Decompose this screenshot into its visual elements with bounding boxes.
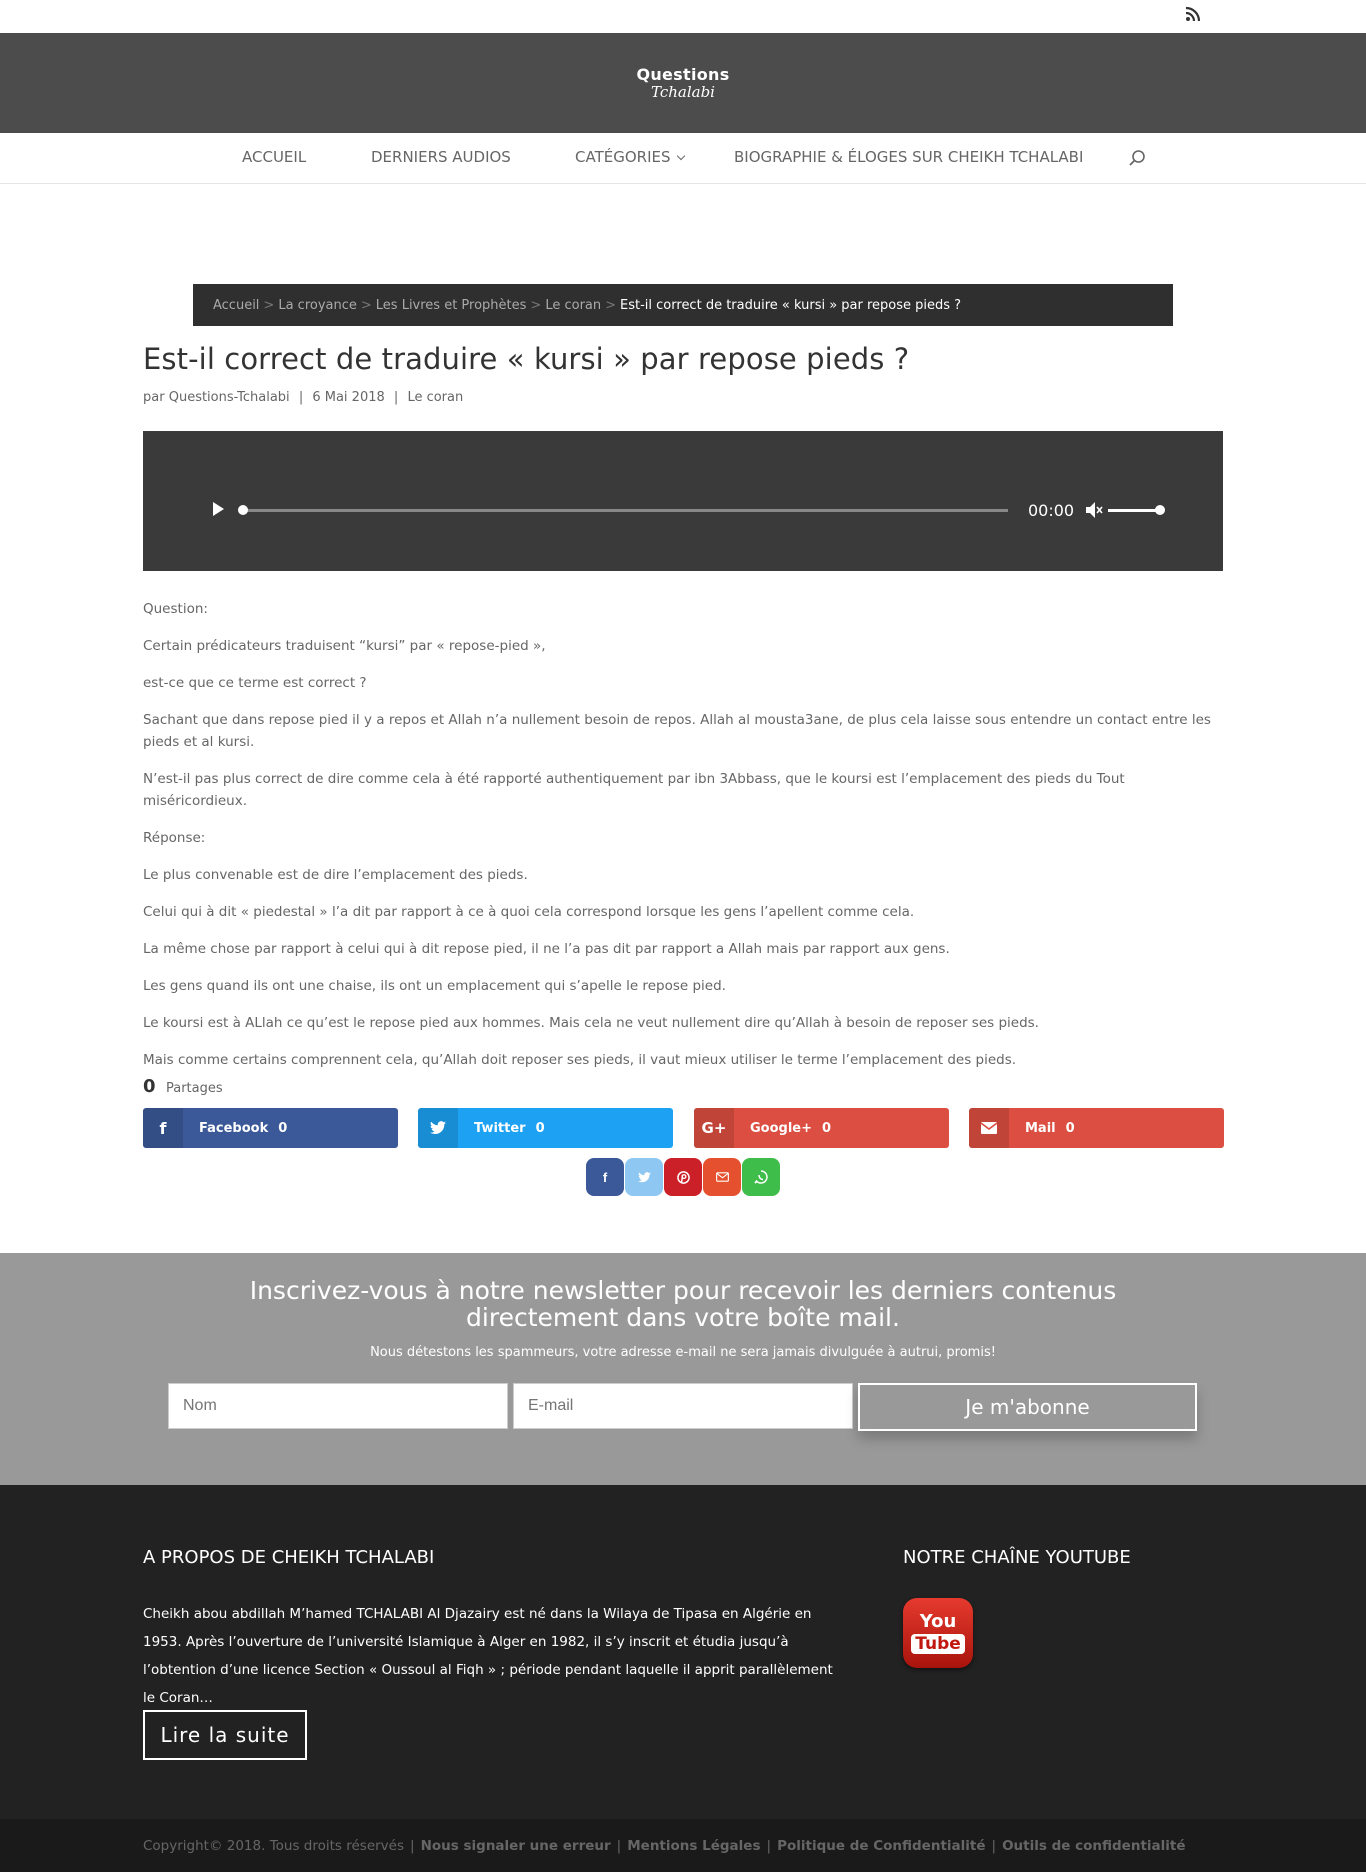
youtube-logo-you: You (919, 1611, 957, 1632)
site-footer (0, 1485, 1366, 1819)
meta-separator: | (393, 390, 399, 405)
article-paragraph: Certain prédicateurs traduisent “kursi” par « repose-pied », (143, 638, 546, 654)
audio-player (143, 431, 1223, 571)
share-facebook-button[interactable] (143, 1108, 398, 1148)
volume-mute-icon[interactable] (1085, 501, 1103, 519)
article-paragraph: Sachant que dans repose pied il y a repos et Allah n’a nullement besoin de repos. Allah al mousta3ane, de plus cela laisse sous entendre un contact entre les pieds et al kursi. (143, 712, 1211, 750)
article-paragraph: Le koursi est à ALlah ce qu’est le repose pied aux hommes. Mais cela ne veut nullement dire qu’Allah à besoin de reposer ses pieds. (143, 1015, 1039, 1031)
share-google-plus-count: 0 (822, 1120, 832, 1136)
link-privacy-tools[interactable]: Outils de confidentialité (1002, 1837, 1186, 1854)
twitter-icon (418, 1108, 458, 1148)
page-title: Est-il correct de traduire « kursi » par repose pieds ? (143, 342, 910, 376)
subscribe-button[interactable]: Je m'abonne (858, 1383, 1197, 1431)
play-icon[interactable] (213, 502, 224, 516)
youtube-icon[interactable] (903, 1598, 973, 1668)
article-paragraph: Mais comme certains comprennent cela, qu’Allah doit reposer ses pieds, il vaut mieux utiliser le terme l’emplacement des pieds. (143, 1052, 1017, 1068)
article-paragraph: Les gens quand ils ont une chaise, ils ont un emplacement qui s’apelle le repose pied. (143, 978, 726, 994)
share-facebook-count: 0 (278, 1120, 288, 1136)
breadcrumb-link-la-croyance[interactable]: La croyance (278, 297, 357, 313)
volume-handle[interactable] (1155, 505, 1165, 515)
article-paragraph: Réponse: (143, 830, 206, 846)
mini-share-facebook[interactable] (586, 1158, 624, 1196)
author-prefix: par (143, 390, 165, 405)
main-nav (0, 133, 1366, 184)
newsletter-subtitle: Nous détestons les spammeurs, votre adresse e-mail ne sera jamais divulguée à autrui, promis! (370, 1345, 996, 1360)
mini-share-pinterest[interactable] (664, 1158, 702, 1196)
site-logo-script[interactable]: Tchalabi (651, 83, 715, 101)
footer-about-text: Cheikh abou abdillah M’hamed TCHALABI Al Djazairy est né dans la Wilaya de Tipasa en Algérie en 1953. Après l’ouverture de l’université Islamique à Alger en 1982, il s’y inscrit et étudia jusqu’à l’obtention d’une licence Section « Oussoul al Fiqh » ; période pendant laquelle il apprit parallèlement le Coran… (143, 1606, 833, 1706)
link-privacy-policy[interactable]: Politique de Confidentialité (777, 1837, 986, 1854)
nav-item-categories-label: CATÉGORIES (575, 148, 671, 166)
newsletter-name-input[interactable] (168, 1383, 508, 1429)
newsletter-email-input[interactable] (513, 1383, 853, 1429)
nav-item-biographie[interactable]: BIOGRAPHIE & ÉLOGES SUR CHEIKH TCHALABI (734, 148, 1084, 166)
share-total-count: 0 (143, 1076, 156, 1097)
breadcrumb-link-accueil[interactable]: Accueil (213, 297, 260, 313)
top-bar (0, 0, 1366, 33)
post-meta (143, 390, 463, 405)
article-paragraph: Question: (143, 601, 208, 617)
share-google-plus-button[interactable] (694, 1108, 949, 1148)
volume-slider[interactable] (1108, 509, 1160, 512)
breadcrumb-separator: > (605, 297, 617, 313)
breadcrumb-separator: > (530, 297, 542, 313)
bottom-separator: | (766, 1837, 772, 1854)
search-icon[interactable] (1128, 149, 1146, 167)
link-mentions-legales[interactable]: Mentions Légales (627, 1837, 761, 1854)
site-logo[interactable]: Questions (636, 65, 730, 84)
newsletter-title: Inscrivez-vous à notre newsletter pour recevoir les derniers contenus directement dans votre boîte mail. (249, 1276, 1117, 1332)
chevron-down-icon (676, 152, 684, 160)
share-google-plus-label: Google+ (750, 1120, 813, 1136)
breadcrumb (193, 284, 1173, 326)
mini-share-whatsapp[interactable] (742, 1158, 780, 1196)
category-link[interactable]: Le coran (407, 390, 464, 405)
footer-about-title: A PROPOS DE CHEIKH TCHALABI (143, 1547, 435, 1568)
site-header (0, 33, 1366, 133)
mail-icon (716, 1172, 729, 1182)
pinterest-icon (677, 1171, 690, 1184)
read-more-button[interactable]: Lire la suite (143, 1710, 307, 1760)
nav-item-categories[interactable] (575, 148, 684, 166)
article-paragraph: est-ce que ce terme est correct ? (143, 675, 367, 691)
article-paragraph: Le plus convenable est de dire l’emplacement des pieds. (143, 867, 528, 883)
mini-share-mail[interactable] (703, 1158, 741, 1196)
newsletter-section (0, 1253, 1366, 1485)
audio-time: 00:00 (1028, 501, 1075, 520)
google-plus-icon: G+ (694, 1108, 734, 1148)
share-twitter-button[interactable] (418, 1108, 673, 1148)
facebook-icon: f (602, 1169, 608, 1185)
bottom-separator: | (410, 1837, 415, 1854)
breadcrumb-link-le-coran[interactable]: Le coran (545, 297, 602, 313)
link-report-error[interactable]: Nous signaler une erreur (420, 1837, 611, 1854)
article-body (143, 598, 1223, 1086)
author-link[interactable]: Questions-Tchalabi (168, 390, 290, 405)
copyright-text: Copyright© 2018. Tous droits réservés (143, 1837, 405, 1854)
bottom-separator: | (616, 1837, 622, 1854)
rss-icon[interactable] (1185, 6, 1201, 22)
facebook-icon: f (143, 1108, 183, 1148)
share-twitter-count: 0 (535, 1120, 545, 1136)
share-twitter-label: Twitter (474, 1120, 526, 1136)
audio-progress-handle[interactable] (238, 505, 248, 515)
bottom-separator: | (991, 1837, 997, 1854)
share-mail-count: 0 (1065, 1120, 1075, 1136)
breadcrumb-link-livres-prophetes[interactable]: Les Livres et Prophètes (375, 297, 527, 313)
mail-icon (969, 1108, 1009, 1148)
nav-item-derniers-audios[interactable]: DERNIERS AUDIOS (371, 148, 511, 166)
share-mail-label: Mail (1025, 1120, 1056, 1136)
article-paragraph: La même chose par rapport à celui qui à dit repose pied, il ne l’a pas dit par rapport a Allah mais par rapport aux gens. (143, 941, 950, 957)
nav-item-accueil[interactable]: ACCUEIL (242, 148, 307, 166)
article-paragraph: Celui qui à dit « piedestal » l’a dit par rapport à ce à quoi cela correspond lorsque les gens l’apellent comme cela. (143, 904, 915, 920)
article-paragraph: N’est-il pas plus correct de dire comme cela à été rapporté authentiquement par ibn 3Abbass, que le koursi est l’emplacement des pieds du Tout miséricordieux. (143, 771, 1125, 809)
share-mail-button[interactable] (969, 1108, 1224, 1148)
breadcrumb-separator: > (360, 297, 372, 313)
share-total (143, 1076, 223, 1097)
twitter-icon (638, 1172, 651, 1183)
footer-youtube-title: NOTRE CHAÎNE YOUTUBE (903, 1547, 1131, 1568)
whatsapp-icon (754, 1170, 768, 1184)
share-facebook-label: Facebook (199, 1120, 269, 1136)
breadcrumb-separator: > (263, 297, 275, 313)
meta-separator: | (298, 390, 304, 405)
copyright-bar (0, 1819, 1366, 1872)
breadcrumb-current: Est-il correct de traduire « kursi » par repose pieds ? (620, 297, 962, 313)
audio-progress-bar[interactable] (243, 509, 1008, 512)
share-total-label: Partages (165, 1081, 223, 1096)
youtube-logo-tube: Tube (911, 1634, 965, 1654)
mini-share-twitter[interactable] (625, 1158, 663, 1196)
post-date: 6 Mai 2018 (312, 390, 385, 405)
